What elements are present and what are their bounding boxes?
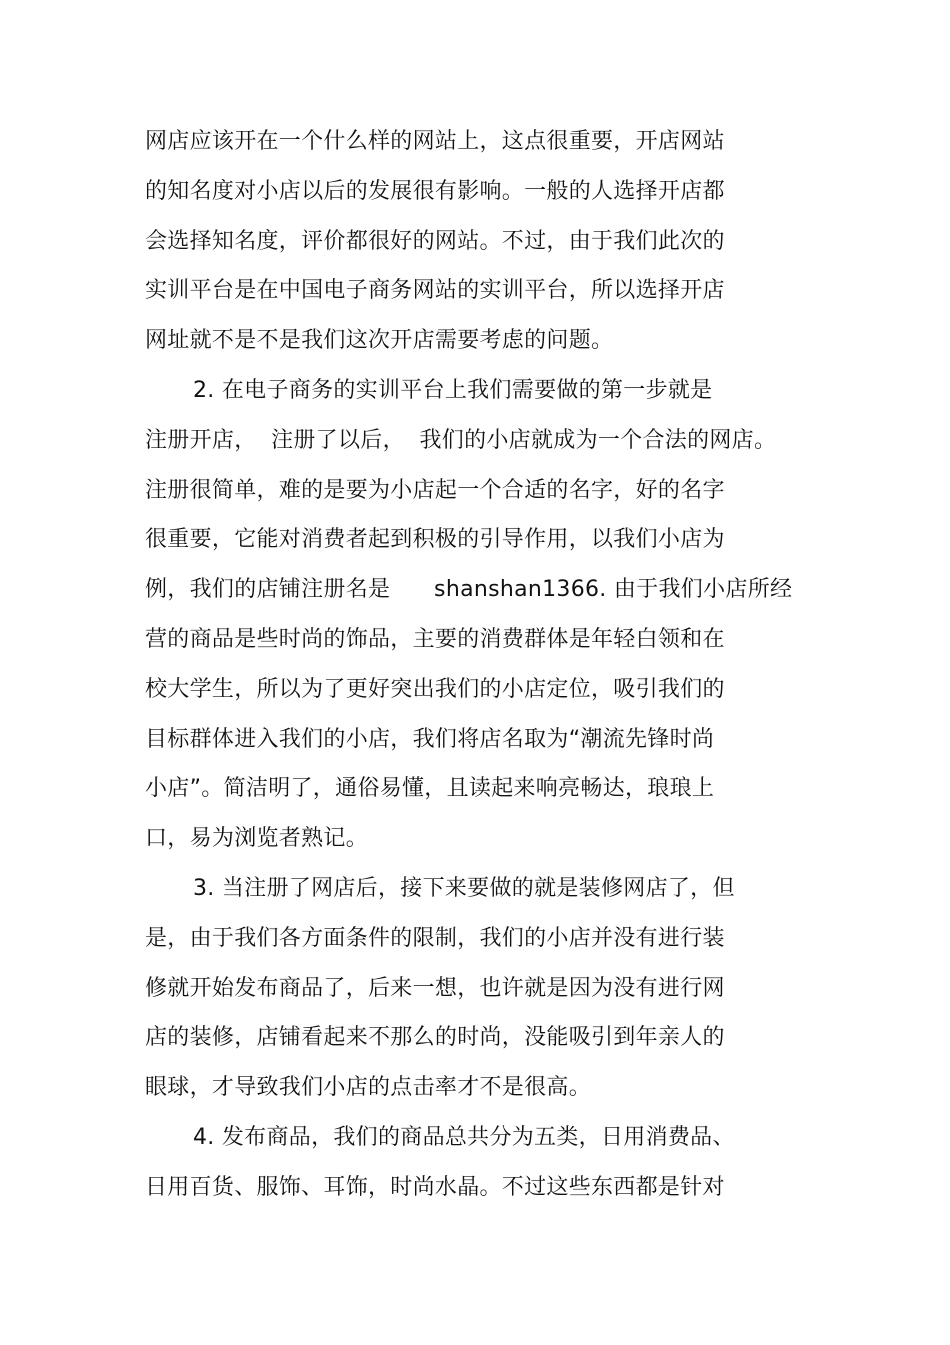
text-line: 实训平台是在中国电子商务网站的实训平台，所以选择开店	[145, 278, 725, 303]
paragraph-start-line: 2. 在电子商务的实训平台上我们需要做的第一步就是	[193, 378, 713, 403]
text-line: 眼球，才导致我们小店的点击率才不是很高。	[145, 1075, 592, 1100]
text-line: 网址就不是不是我们这次开店需要考虑的问题。	[145, 328, 614, 353]
text-line: 注册开店， 注册了以后， 我们的小店就成为一个合法的网店。	[145, 428, 777, 453]
text-line: 例，我们的店铺注册名是 shanshan1366. 由于我们小店所经	[145, 577, 793, 602]
text-line: 注册很简单，难的是要为小店起一个合适的名字，好的名字	[145, 478, 725, 503]
text-line: 小店”。简洁明了，通俗易懂，且读起来响亮畅达，琅琅上	[145, 776, 715, 801]
text-line: 口，易为浏览者熟记。	[145, 826, 369, 851]
text-line: 网店应该开在一个什么样的网站上，这点很重要，开店网站	[145, 129, 725, 154]
text-line: 很重要，它能对消费者起到积极的引导作用，以我们小店为	[145, 527, 725, 552]
text-line: 日用百货、服饰、耳饰，时尚水晶。不过这些东西都是针对	[145, 1175, 725, 1200]
text-line: 修就开始发布商品了，后来一想，也许就是因为没有进行网	[145, 976, 725, 1001]
text-line: 店的装修，店铺看起来不那么的时尚，没能吸引到年亲人的	[145, 1025, 725, 1050]
text-line: 会选择知名度，评价都很好的网站。不过，由于我们此次的	[145, 229, 725, 254]
text-line: 目标群体进入我们的小店，我们将店名取为“潮流先锋时尚	[145, 727, 715, 752]
paragraph-start-line: 4. 发布商品，我们的商品总共分为五类，日用消费品、	[193, 1125, 735, 1150]
text-line: 是，由于我们各方面条件的限制，我们的小店并没有进行装	[145, 926, 725, 951]
text-line: 校大学生，所以为了更好突出我们的小店定位，吸引我们的	[145, 677, 725, 702]
text-line: 营的商品是些时尚的饰品，主要的消费群体是年轻白领和在	[145, 627, 725, 652]
paragraph-start-line: 3. 当注册了网店后，接下来要做的就是装修网店了，但	[193, 876, 735, 901]
text-line: 的知名度对小店以后的发展很有影响。一般的人选择开店都	[145, 179, 725, 204]
